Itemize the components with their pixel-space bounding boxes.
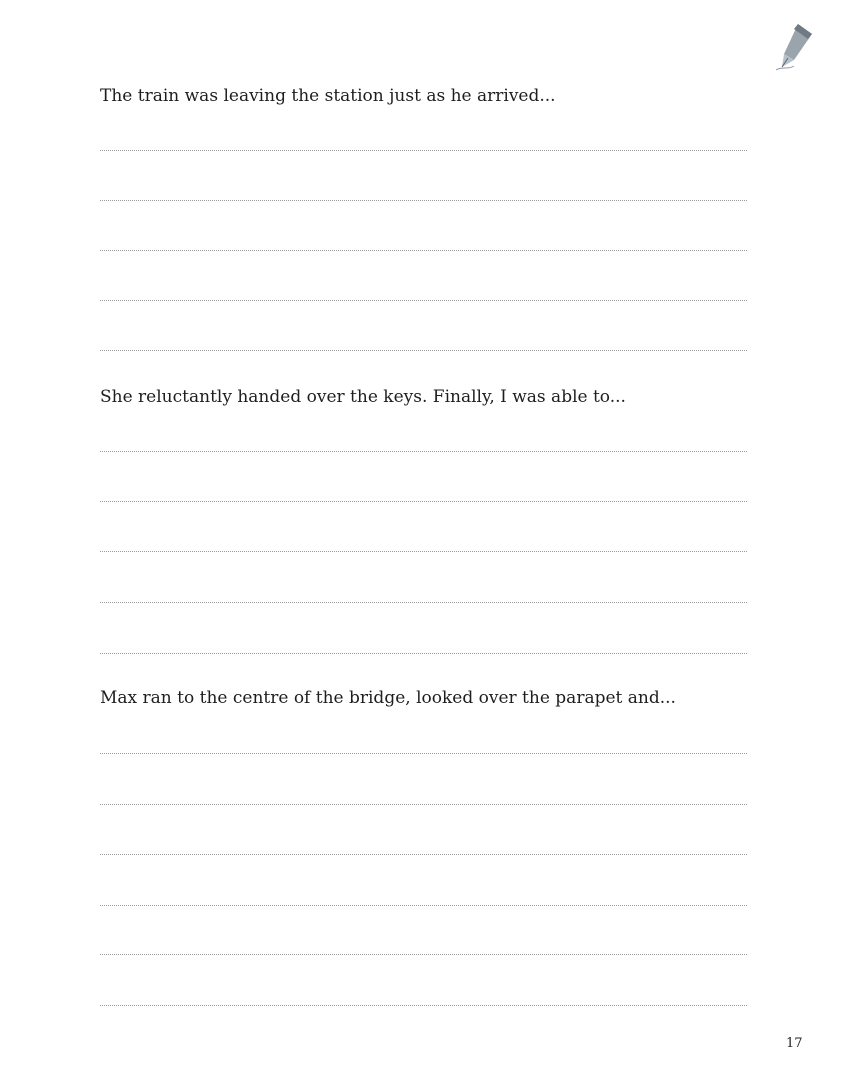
writing-line[interactable] — [100, 150, 747, 151]
writing-line[interactable] — [100, 350, 747, 351]
writing-line[interactable] — [100, 753, 747, 754]
writing-line[interactable] — [100, 300, 747, 301]
writing-line[interactable] — [100, 854, 747, 855]
prompt-text: She reluctantly handed over the keys. Finally, I was able to... — [100, 387, 626, 407]
writing-line[interactable] — [100, 905, 747, 906]
writing-line[interactable] — [100, 501, 747, 502]
fountain-pen-icon — [770, 20, 816, 74]
page-number: 17 — [786, 1036, 803, 1051]
writing-line[interactable] — [100, 451, 747, 452]
prompt-text: Max ran to the centre of the bridge, looked over the parapet and... — [100, 688, 676, 708]
writing-line[interactable] — [100, 1005, 747, 1006]
writing-line[interactable] — [100, 954, 747, 955]
writing-line[interactable] — [100, 551, 747, 552]
prompt-text: The train was leaving the station just as he arrived... — [100, 86, 556, 106]
writing-line[interactable] — [100, 804, 747, 805]
prompt-section-1 — [100, 86, 747, 356]
writing-line[interactable] — [100, 653, 747, 654]
prompt-section-2 — [100, 387, 747, 657]
writing-line[interactable] — [100, 250, 747, 251]
prompt-section-3 — [100, 688, 747, 1008]
writing-line[interactable] — [100, 602, 747, 603]
writing-line[interactable] — [100, 200, 747, 201]
